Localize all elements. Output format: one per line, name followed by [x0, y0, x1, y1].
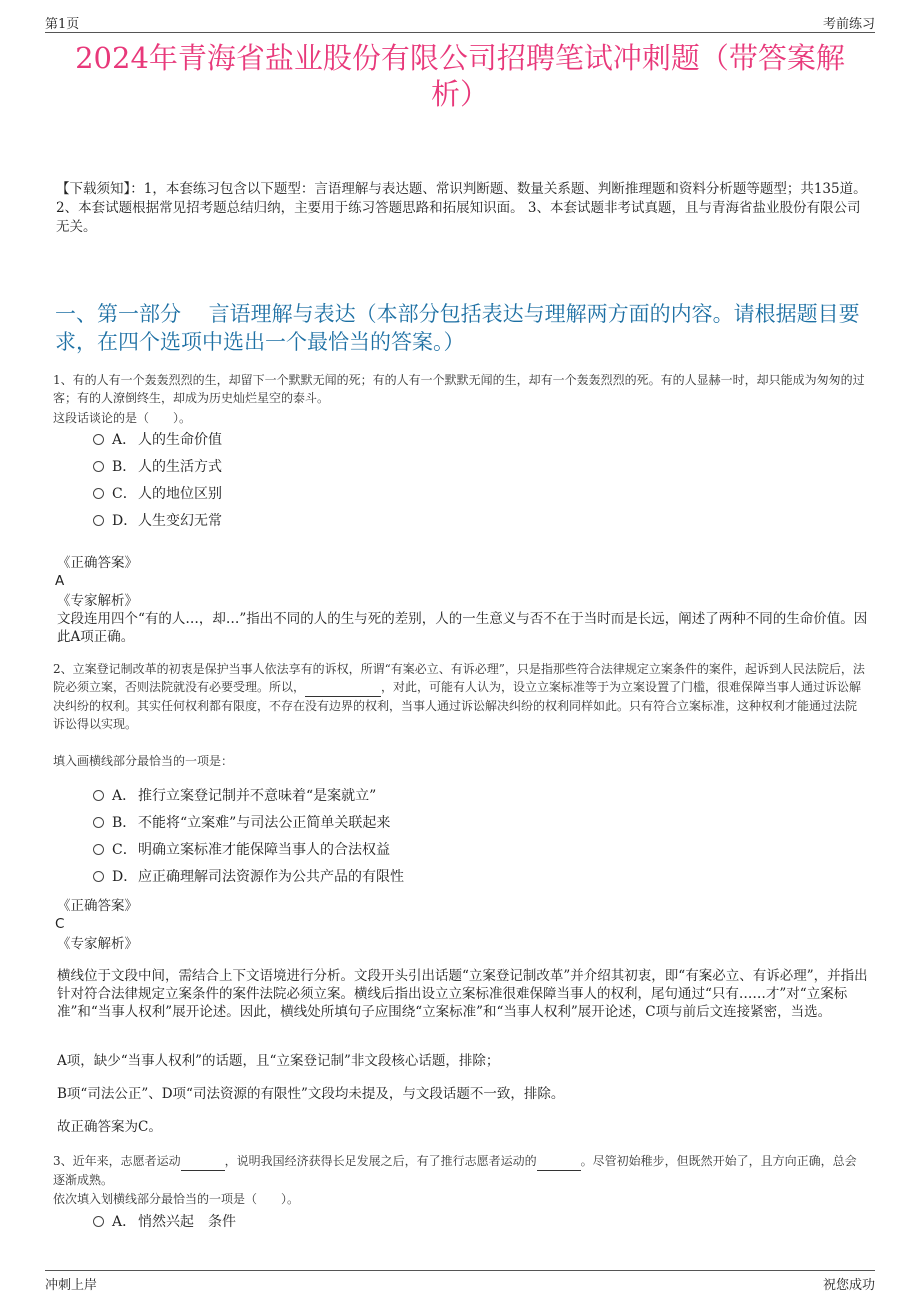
- radio-icon[interactable]: [93, 434, 104, 445]
- question-2-option-a[interactable]: A． 推行立案登记制并不意味着“是案就立”: [93, 787, 376, 805]
- question-1-option-d[interactable]: D．人生变幻无常: [93, 512, 222, 530]
- question-2-stem: 2、立案登记制改革的初衷是保护当事人依法享有的诉权，所谓“有案必立、有诉必理”，只是指那些符合法律规定立案条件的案件，起诉到人民法院后，法院必须立案，否则法院就没有必要受理。所以， ，对此，可能有人认为，设立立案标准等于为立案设置了门槛，很难保障当事人通过诉讼解决纠纷的权利。其实任何权利都有限度，不存在没有边界的权利，当事人通过诉讼解决纠纷的权利同样如此。只有符合立案标准，这种权利才能通过法院诉讼得以实现。: [53, 662, 865, 731]
- radio-icon[interactable]: [93, 488, 104, 499]
- analysis-text: B项“司法公正”、D项“司法资源的有限性”文段均未提及，与文段话题不一致，排除。: [57, 1086, 565, 1102]
- fill-blank: [181, 1152, 225, 1171]
- question-1-option-c[interactable]: C．人的地位区别: [93, 485, 222, 503]
- radio-icon[interactable]: [93, 1216, 104, 1227]
- page-number: 第1页: [45, 17, 80, 32]
- question-2-option-c[interactable]: C．明确立案标准才能保障当事人的合法权益: [93, 841, 390, 859]
- question-2-option-d[interactable]: D．应正确理解司法资源作为公共产品的有限性: [93, 868, 404, 886]
- radio-icon[interactable]: [93, 844, 104, 855]
- footer-right: 祝您成功: [822, 1278, 875, 1293]
- question-1-ask: 这段话谈论的是（ ）。: [53, 411, 192, 425]
- question-3-stem: 3、近年来，志愿者运动 ，说明我国经济获得长足发展之后，有了推行志愿者运动的 。尽管初始稚步，但既然开始了，且方向正确，总会逐渐成熟。: [53, 1154, 857, 1187]
- analysis-text: 故正确答案为C。: [57, 1119, 162, 1135]
- radio-icon[interactable]: [93, 871, 104, 882]
- document-title: 2024年青海省盐业股份有限公司招聘笔试冲刺题（带答案解析）: [75, 41, 845, 111]
- question-3-option-a[interactable]: A． 悄然兴起 条件: [93, 1213, 236, 1231]
- question-3-ask: 依次填入划横线部分最恰当的一项是（ ）。: [53, 1192, 300, 1206]
- analysis-label: 《专家解析》: [57, 936, 138, 952]
- question-2-ask: 填入画横线部分最恰当的一项是：: [53, 754, 234, 768]
- analysis-text: A项，缺少“当事人权利”的话题，且“立案登记制”非文段核心话题，排除；: [57, 1053, 500, 1069]
- answer-value: A: [55, 573, 65, 589]
- answer-label: 《正确答案》: [57, 898, 138, 914]
- question-2-option-b[interactable]: B． 不能将“立案难”与司法公正简单关联起来: [93, 814, 390, 832]
- page-header: [45, 10, 875, 33]
- radio-icon[interactable]: [93, 461, 104, 472]
- analysis-text: 横线位于文段中间，需结合上下文语境进行分析。文段开头引出话题“立案登记制改革”并介绍其初衷，即“有案必立、有诉必理”，并指出针对符合法律规定立案条件的案件法院必须立案。横线后指出设立立案标准很难保障当事人的权利，尾句通过“只有……才”对“立案标准”和“当事人权利”展开论述。因此，横线处所填句子应围绕“立案标准”和“当事人权利”展开论述，C项与前后文连接紧密，当选。: [57, 968, 868, 1020]
- radio-icon[interactable]: [93, 817, 104, 828]
- radio-icon[interactable]: [93, 790, 104, 801]
- question-1-option-a[interactable]: A． 人的生命价值: [93, 431, 222, 449]
- page-footer: [45, 1270, 875, 1295]
- analysis-label: 《专家解析》: [57, 593, 138, 609]
- section-title: 一、第一部分 言语理解与表达（本部分包括表达与理解两方面的内容。请根据题目要求，在四个选项中选出一个最恰当的答案。）: [55, 302, 860, 354]
- fill-blank: [305, 678, 381, 697]
- question-1-option-b[interactable]: B． 人的生活方式: [93, 458, 222, 476]
- fill-blank: [537, 1152, 581, 1171]
- download-notice: 【下载须知】：1，本套练习包含以下题型：言语理解与表达题、常识判断题、数量关系题、判断推理题和资料分析题等题型；共135道。 2、本套试题根据常见招考题总结归纳，主要用于练习答题思路和拓展知识面。 3、本套试题非考试真题，且与青海省盐业股份有限公司无关。: [56, 181, 867, 235]
- answer-value: C: [55, 916, 65, 932]
- radio-icon[interactable]: [93, 515, 104, 526]
- answer-label: 《正确答案》: [57, 555, 138, 571]
- analysis-text: 文段连用四个“有的人…，却…”指出不同的人的生与死的差别，人的一生意义与否不在于当时而是长远，阐述了两种不同的生命价值。因此A项正确。: [57, 611, 868, 645]
- header-label: 考前练习: [822, 17, 875, 32]
- footer-left: 冲刺上岸: [45, 1278, 98, 1293]
- question-1-stem: 1、有的人有一个轰轰烈烈的生，却留下一个默默无闻的死；有的人有一个默默无闻的生，却有一个轰轰烈烈的死。有的人显赫一时，却只能成为匆匆的过客；有的人潦倒终生，却成为历史灿烂星空的泰斗。: [53, 373, 865, 405]
